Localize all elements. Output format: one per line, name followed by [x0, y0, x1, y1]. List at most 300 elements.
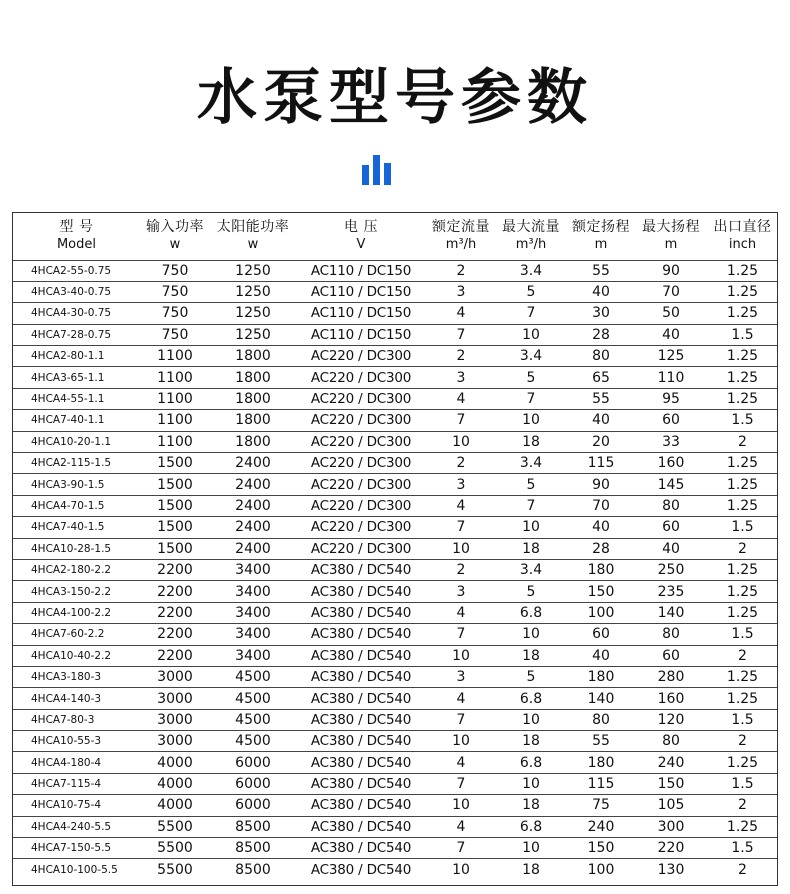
pump-spec-table — [12, 212, 778, 886]
table-cell: 2400 — [210, 474, 296, 495]
table-cell: AC110 / DC150 — [296, 281, 426, 302]
table-cell: 10 — [496, 624, 566, 645]
table-cell: 1800 — [210, 410, 296, 431]
table-cell: AC220 / DC300 — [296, 474, 426, 495]
table-cell: 1.25 — [706, 816, 778, 837]
table-cell: 2200 — [140, 645, 210, 666]
table-cell: 10 — [426, 431, 496, 452]
column-header — [13, 213, 140, 260]
table-cell: 4HCA7-115-4 — [13, 773, 140, 794]
table-cell: 8500 — [210, 816, 296, 837]
table-cell: 1100 — [140, 410, 210, 431]
table-cell: 7 — [496, 495, 566, 516]
table-cell: 180 — [566, 559, 636, 580]
table-cell: 100 — [566, 602, 636, 623]
table-cell: 280 — [636, 666, 706, 687]
table-cell: 20 — [566, 431, 636, 452]
table-cell: 5 — [496, 367, 566, 388]
table-cell: 3400 — [210, 624, 296, 645]
table-row — [13, 517, 778, 538]
column-header-cn: 额定扬程 — [572, 219, 630, 236]
table-cell: 1.25 — [706, 260, 778, 281]
table-cell: 18 — [496, 538, 566, 559]
table-cell: 7 — [496, 388, 566, 409]
table-cell: AC380 / DC540 — [296, 731, 426, 752]
table-row — [13, 602, 778, 623]
table-cell: 2400 — [210, 495, 296, 516]
table-cell: 1500 — [140, 495, 210, 516]
table-cell: 1.25 — [706, 602, 778, 623]
table-cell: 4500 — [210, 688, 296, 709]
table-cell: 4 — [426, 602, 496, 623]
table-cell: 60 — [636, 645, 706, 666]
table-cell: 4HCA3-40-0.75 — [13, 281, 140, 302]
column-header — [426, 213, 496, 260]
table-cell: 4HCA10-55-3 — [13, 731, 140, 752]
table-cell: 70 — [636, 281, 706, 302]
column-header-unit: m — [664, 237, 678, 253]
table-cell: 1.25 — [706, 688, 778, 709]
table-cell: 2 — [706, 538, 778, 559]
page-title: 水泵型号参数 — [197, 63, 593, 133]
table-row — [13, 731, 778, 752]
table-row — [13, 666, 778, 687]
table-cell: 160 — [636, 688, 706, 709]
table-cell: 220 — [636, 838, 706, 859]
table-cell: 4HCA2-80-1.1 — [13, 346, 140, 367]
table-cell: 80 — [636, 495, 706, 516]
table-row — [13, 367, 778, 388]
table-cell: 150 — [566, 581, 636, 602]
column-header-unit: inch — [728, 237, 757, 253]
table-cell: 4HCA7-80-3 — [13, 709, 140, 730]
table-cell: 7 — [426, 838, 496, 859]
table-cell: AC380 / DC540 — [296, 559, 426, 580]
table-cell: 2400 — [210, 453, 296, 474]
table-cell: 1.25 — [706, 559, 778, 580]
table-cell: 3 — [426, 474, 496, 495]
table-cell: 5500 — [140, 838, 210, 859]
table-cell: 140 — [566, 688, 636, 709]
table-cell: AC220 / DC300 — [296, 517, 426, 538]
table-cell: 5 — [496, 666, 566, 687]
column-header-cn: 额定流量 — [432, 219, 490, 236]
table-cell: 65 — [566, 367, 636, 388]
table-row — [13, 388, 778, 409]
table-cell: 10 — [496, 709, 566, 730]
table-cell: 1500 — [140, 538, 210, 559]
table-cell: 3.4 — [496, 260, 566, 281]
table-cell: 7 — [426, 410, 496, 431]
table-cell: 80 — [566, 709, 636, 730]
table-cell: 240 — [636, 752, 706, 773]
table-cell: 2 — [706, 859, 778, 880]
table-row — [13, 559, 778, 580]
table-cell: 4HCA4-70-1.5 — [13, 495, 140, 516]
table-cell: 1.5 — [706, 517, 778, 538]
table-cell: 1.5 — [706, 838, 778, 859]
table-row — [13, 838, 778, 859]
table-cell: 3.4 — [496, 453, 566, 474]
table-cell: 80 — [636, 731, 706, 752]
table-cell: 2 — [426, 260, 496, 281]
table-cell: 60 — [566, 624, 636, 645]
table-cell: 150 — [566, 838, 636, 859]
table-cell: 4 — [426, 388, 496, 409]
column-header — [496, 213, 566, 260]
table-cell: 2400 — [210, 517, 296, 538]
table-cell: AC380 / DC540 — [296, 838, 426, 859]
column-header-unit: m — [594, 237, 608, 253]
table-cell: 1500 — [140, 453, 210, 474]
table-cell: 18 — [496, 645, 566, 666]
table-cell: 240 — [566, 816, 636, 837]
table-cell: 6.8 — [496, 688, 566, 709]
table-row — [13, 453, 778, 474]
table-cell: 30 — [566, 303, 636, 324]
table-cell: 125 — [636, 346, 706, 367]
table-row — [13, 431, 778, 452]
table-cell: AC380 / DC540 — [296, 859, 426, 880]
table-cell: 60 — [636, 410, 706, 431]
table-row — [13, 324, 778, 345]
table-cell: 3 — [426, 367, 496, 388]
table-cell: 33 — [636, 431, 706, 452]
table-cell: 70 — [566, 495, 636, 516]
table-cell: 50 — [636, 303, 706, 324]
table-row — [13, 346, 778, 367]
table-cell: 10 — [426, 645, 496, 666]
column-header — [296, 213, 426, 260]
table-cell: 4 — [426, 495, 496, 516]
table-cell: 1.25 — [706, 495, 778, 516]
table-cell: 5500 — [140, 859, 210, 880]
table-cell: 145 — [636, 474, 706, 495]
table-row — [13, 281, 778, 302]
table-cell: 4HCA7-28-0.75 — [13, 324, 140, 345]
table-cell: 55 — [566, 388, 636, 409]
table-cell: 40 — [566, 281, 636, 302]
table-cell: AC220 / DC300 — [296, 495, 426, 516]
table-cell: 115 — [566, 453, 636, 474]
table-cell: 4HCA4-140-3 — [13, 688, 140, 709]
table-cell: 4HCA10-40-2.2 — [13, 645, 140, 666]
table-cell: 6000 — [210, 752, 296, 773]
table-row — [13, 260, 778, 281]
table-cell: 100 — [566, 859, 636, 880]
table-cell: 4HCA3-180-3 — [13, 666, 140, 687]
table-cell: 250 — [636, 559, 706, 580]
table-cell: 4HCA4-30-0.75 — [13, 303, 140, 324]
table-cell: 1.5 — [706, 773, 778, 794]
column-header — [140, 213, 210, 260]
table-cell: 3000 — [140, 731, 210, 752]
table-cell: 5 — [496, 581, 566, 602]
table-cell: AC220 / DC300 — [296, 388, 426, 409]
column-header-cn: 最大扬程 — [642, 219, 700, 236]
table-cell: 140 — [636, 602, 706, 623]
table-cell: 18 — [496, 859, 566, 880]
table-cell: 1.25 — [706, 367, 778, 388]
table-cell: 2400 — [210, 538, 296, 559]
table-cell: 80 — [636, 624, 706, 645]
table-cell: AC220 / DC300 — [296, 367, 426, 388]
table-cell: AC380 / DC540 — [296, 773, 426, 794]
table-cell: 4HCA4-100-2.2 — [13, 602, 140, 623]
table-cell: 3000 — [140, 688, 210, 709]
column-header-unit: m³/h — [515, 237, 547, 253]
table-cell: 105 — [636, 795, 706, 816]
table-cell: 10 — [426, 538, 496, 559]
table-cell: 4HCA3-150-2.2 — [13, 581, 140, 602]
table-cell: 10 — [496, 773, 566, 794]
table-cell: 110 — [636, 367, 706, 388]
table-cell: 4HCA2-115-1.5 — [13, 453, 140, 474]
table-row — [13, 624, 778, 645]
table-cell: 90 — [566, 474, 636, 495]
table-cell: 750 — [140, 303, 210, 324]
table-cell: 2 — [706, 431, 778, 452]
table-cell: 7 — [496, 303, 566, 324]
table-cell: 1.25 — [706, 752, 778, 773]
table-cell: 18 — [496, 431, 566, 452]
table-cell: 2 — [426, 346, 496, 367]
column-header-cn: 出口直径 — [713, 219, 772, 236]
table-cell: 4HCA4-180-4 — [13, 752, 140, 773]
table-cell: 2 — [426, 453, 496, 474]
table-cell: 4HCA7-60-2.2 — [13, 624, 140, 645]
table-cell: 1.25 — [706, 281, 778, 302]
table-cell: 2200 — [140, 624, 210, 645]
table-cell: 115 — [566, 773, 636, 794]
table-cell: 4500 — [210, 666, 296, 687]
table-cell: 1250 — [210, 324, 296, 345]
table-body — [13, 260, 778, 880]
table-cell: 4HCA7-40-1.5 — [13, 517, 140, 538]
table-cell: 7 — [426, 517, 496, 538]
table-cell: 40 — [566, 517, 636, 538]
table-cell: 3 — [426, 281, 496, 302]
table-cell: 4HCA4-55-1.1 — [13, 388, 140, 409]
table-row — [13, 303, 778, 324]
table-cell: 1.25 — [706, 581, 778, 602]
table-cell: 4 — [426, 688, 496, 709]
table-cell: 6.8 — [496, 816, 566, 837]
table-row — [13, 773, 778, 794]
table-cell: 2200 — [140, 559, 210, 580]
table-cell: AC380 / DC540 — [296, 581, 426, 602]
table-cell: 40 — [566, 645, 636, 666]
table-cell: 750 — [140, 324, 210, 345]
table-cell: 1250 — [210, 281, 296, 302]
table-cell: 160 — [636, 453, 706, 474]
table-cell: 4HCA10-28-1.5 — [13, 538, 140, 559]
table-cell: 2200 — [140, 581, 210, 602]
table-cell: 1.25 — [706, 303, 778, 324]
table-cell: 750 — [140, 281, 210, 302]
table-cell: 1.5 — [706, 624, 778, 645]
table-cell: 3 — [426, 581, 496, 602]
table-row — [13, 645, 778, 666]
table-cell: 10 — [496, 324, 566, 345]
table-cell: AC110 / DC150 — [296, 324, 426, 345]
table-cell: 300 — [636, 816, 706, 837]
table-cell: 7 — [426, 324, 496, 345]
table-cell: 4HCA10-75-4 — [13, 795, 140, 816]
table-cell: 80 — [566, 346, 636, 367]
table-cell: 2 — [706, 731, 778, 752]
column-header-unit: V — [356, 237, 366, 253]
table-cell: 60 — [636, 517, 706, 538]
table-cell: 1.5 — [706, 324, 778, 345]
table-cell: AC380 / DC540 — [296, 666, 426, 687]
table-cell: 40 — [636, 324, 706, 345]
table-cell: 180 — [566, 666, 636, 687]
table-cell: 4HCA7-40-1.1 — [13, 410, 140, 431]
table-cell: 1500 — [140, 517, 210, 538]
table-row — [13, 752, 778, 773]
table-row — [13, 538, 778, 559]
table-cell: 6000 — [210, 773, 296, 794]
table-row — [13, 795, 778, 816]
table-cell: 3400 — [210, 559, 296, 580]
table-cell: 1100 — [140, 346, 210, 367]
table-cell: 750 — [140, 260, 210, 281]
table-cell: 180 — [566, 752, 636, 773]
table-cell: AC220 / DC300 — [296, 453, 426, 474]
column-header-unit: Model — [56, 237, 97, 253]
table-cell: 4 — [426, 752, 496, 773]
table-cell: 4000 — [140, 752, 210, 773]
table-row — [13, 474, 778, 495]
table-cell: 120 — [636, 709, 706, 730]
column-header-cn: 型 号 — [59, 219, 94, 236]
table-cell: 10 — [496, 517, 566, 538]
table-cell: 3000 — [140, 666, 210, 687]
table-row — [13, 816, 778, 837]
table-cell: 1100 — [140, 367, 210, 388]
table-row — [13, 859, 778, 880]
table-cell: 7 — [426, 773, 496, 794]
table-cell: 2200 — [140, 602, 210, 623]
table-cell: 5 — [496, 281, 566, 302]
table-cell: 28 — [566, 538, 636, 559]
table-cell: AC380 / DC540 — [296, 795, 426, 816]
table-cell: 4500 — [210, 709, 296, 730]
table-cell: 10 — [426, 795, 496, 816]
table-cell: AC220 / DC300 — [296, 538, 426, 559]
table-cell: 3400 — [210, 581, 296, 602]
table-cell: 55 — [566, 260, 636, 281]
table-cell: AC220 / DC300 — [296, 346, 426, 367]
table-cell: 5 — [496, 474, 566, 495]
table-cell: 2 — [706, 645, 778, 666]
table-cell: 2 — [426, 559, 496, 580]
table-cell: 4000 — [140, 773, 210, 794]
table-cell: AC380 / DC540 — [296, 624, 426, 645]
column-header-unit: w — [169, 237, 181, 253]
table-cell: 150 — [636, 773, 706, 794]
table-cell: 1.5 — [706, 410, 778, 431]
table-cell: AC220 / DC300 — [296, 431, 426, 452]
table-cell: 130 — [636, 859, 706, 880]
table-cell: 10 — [426, 731, 496, 752]
table-cell: 18 — [496, 795, 566, 816]
column-header — [566, 213, 636, 260]
table-cell: AC380 / DC540 — [296, 688, 426, 709]
table-cell: 75 — [566, 795, 636, 816]
table-cell: 4HCA2-55-0.75 — [13, 260, 140, 281]
table-cell: 90 — [636, 260, 706, 281]
table-cell: 6.8 — [496, 602, 566, 623]
table-cell: 7 — [426, 624, 496, 645]
table-cell: AC110 / DC150 — [296, 260, 426, 281]
column-header-cn: 最大流量 — [502, 219, 560, 236]
table-cell: 3000 — [140, 709, 210, 730]
table-cell: 40 — [566, 410, 636, 431]
table-cell: 4HCA4-240-5.5 — [13, 816, 140, 837]
table-cell: 3.4 — [496, 559, 566, 580]
column-header-unit: m³/h — [445, 237, 477, 253]
column-header-cn: 太阳能功率 — [216, 219, 290, 236]
table-cell: 1500 — [140, 474, 210, 495]
table-cell: AC110 / DC150 — [296, 303, 426, 324]
table-row — [13, 410, 778, 431]
table-cell: 1250 — [210, 303, 296, 324]
table-cell: 1800 — [210, 346, 296, 367]
table-cell: 4500 — [210, 731, 296, 752]
table-cell: 3 — [426, 666, 496, 687]
table-cell: 4HCA3-65-1.1 — [13, 367, 140, 388]
table-cell: 1.25 — [706, 474, 778, 495]
column-header — [636, 213, 706, 260]
table-cell: 18 — [496, 731, 566, 752]
table-cell: 5500 — [140, 816, 210, 837]
table-row — [13, 581, 778, 602]
table-cell: 10 — [496, 838, 566, 859]
table-cell: 10 — [426, 859, 496, 880]
table-cell: 4 — [426, 303, 496, 324]
column-header-cn: 电 压 — [344, 219, 378, 236]
table-cell: 10 — [496, 410, 566, 431]
table-cell: AC220 / DC300 — [296, 410, 426, 431]
table-cell: 1.25 — [706, 388, 778, 409]
table-cell: 3400 — [210, 602, 296, 623]
table-cell: 1.25 — [706, 346, 778, 367]
table-header-row — [13, 213, 778, 260]
column-header-cn: 输入功率 — [146, 219, 204, 236]
table-cell: 4HCA10-100-5.5 — [13, 859, 140, 880]
column-header — [706, 213, 778, 260]
table-cell: AC380 / DC540 — [296, 752, 426, 773]
table-cell: 4HCA3-90-1.5 — [13, 474, 140, 495]
table-row — [13, 495, 778, 516]
table-cell: 28 — [566, 324, 636, 345]
table-cell: 6000 — [210, 795, 296, 816]
table-cell: 55 — [566, 731, 636, 752]
table-cell: 4 — [426, 816, 496, 837]
table-cell: 1.25 — [706, 666, 778, 687]
table-cell: 7 — [426, 709, 496, 730]
table-cell: 4000 — [140, 795, 210, 816]
table-cell: 2 — [706, 795, 778, 816]
table-cell: AC380 / DC540 — [296, 816, 426, 837]
table-cell: 8500 — [210, 859, 296, 880]
table-cell: 1.25 — [706, 453, 778, 474]
table-row — [13, 688, 778, 709]
table-cell: 1800 — [210, 388, 296, 409]
table-cell: AC380 / DC540 — [296, 645, 426, 666]
